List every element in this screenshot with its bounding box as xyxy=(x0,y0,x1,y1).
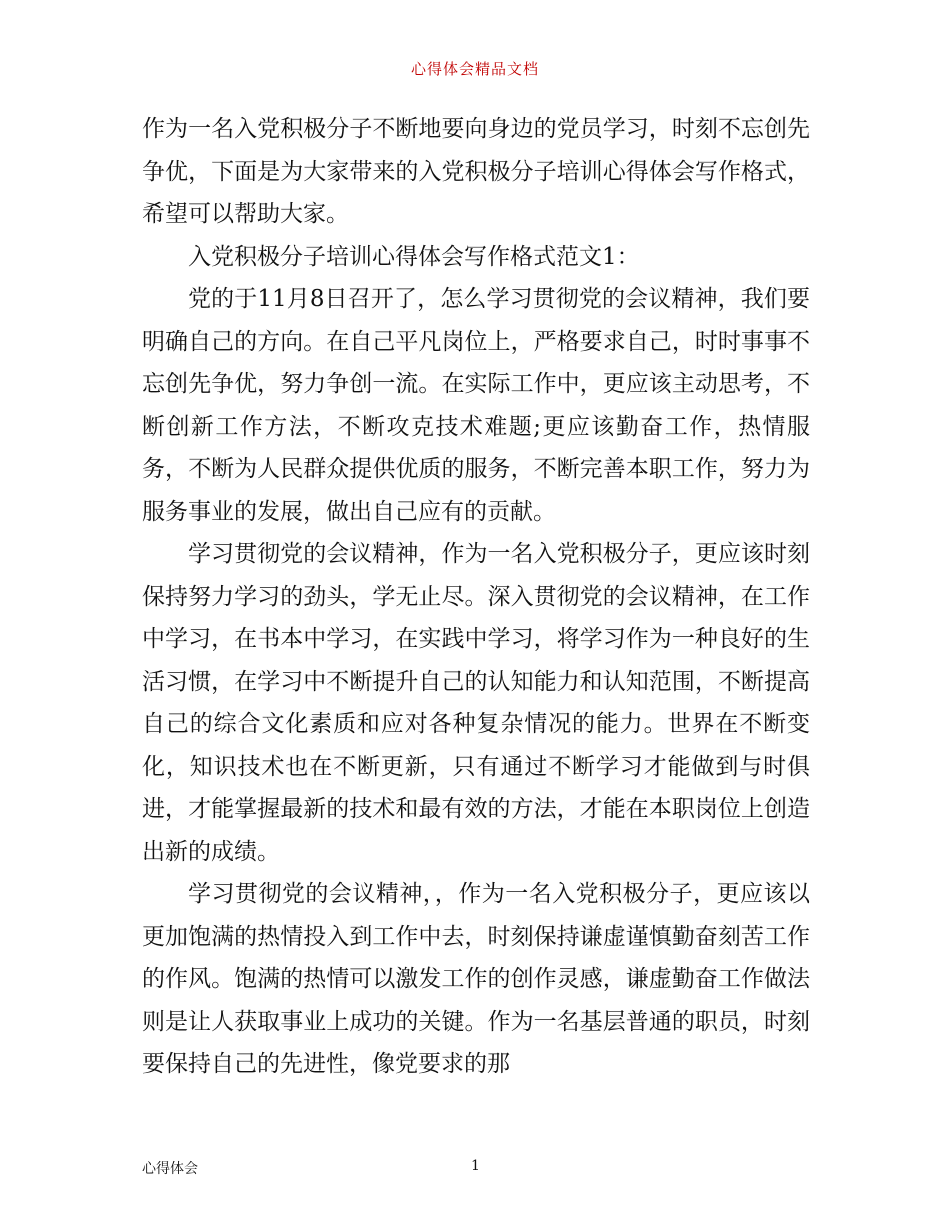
page-header-title: 心得体会精品文档 xyxy=(410,60,539,78)
paragraph-3: 学习贯彻党的会议精神，，作为一名入党积极分子，更应该以更加饱满的热情投入到工作中去，时刻保持谦虚谨慎勤奋刻苦工作的作风。饱满的热情可以激发工作的创作灵感，谦虚勤奋工作做法则是让人获取事业上成功的关键。作为一名基层普通的职员，时刻要保持自己的先进性，像党要求的那 xyxy=(142,881,810,1077)
paragraph-intro: 作为一名入党积极分子不断地要向身边的党员学习，时刻不忘创先争优，下面是为大家带来的入党积极分子培训心得体会写作格式，希望可以帮助大家。 xyxy=(142,116,810,227)
paragraph-1: 党的于11月8日召开了，怎么学习贯彻党的会议精神，我们要明确自己的方向。在自己平凡岗位上，严格要求自己，时时事事不忘创先争优，努力争创一流。在实际工作中，更应该主动思考，不断创新工作方法，不断攻克技术难题;更应该勤奋工作，热情服务，不断为人民群众提供优质的服务，不断完善本职工作，努力为服务事业的发展，做出自己应有的贡献。 xyxy=(142,286,810,525)
page-number: 1 xyxy=(471,1158,480,1174)
document-body xyxy=(142,108,810,1086)
paragraph-heading: 入党积极分子培训心得体会写作格式范文1： xyxy=(188,243,640,270)
paragraph-2: 学习贯彻党的会议精神，作为一名入党积极分子，更应该时刻保持努力学习的劲头，学无止尽。深入贯彻党的会议精神，在工作中学习，在书本中学习，在实践中学习，将学习作为一种良好的生活习惯，在学习中不断提升自己的认知能力和认知范围，不断提高自己的综合文化素质和应对各种复杂情况的能力。世界在不断变化，知识技术也在不断更新，只有通过不断学习才能做到与时俱进，才能掌握最新的技术和最有效的方法，才能在本职岗位上创造出新的成绩。 xyxy=(142,541,810,865)
footer-label: 心得体会 xyxy=(142,1161,198,1177)
